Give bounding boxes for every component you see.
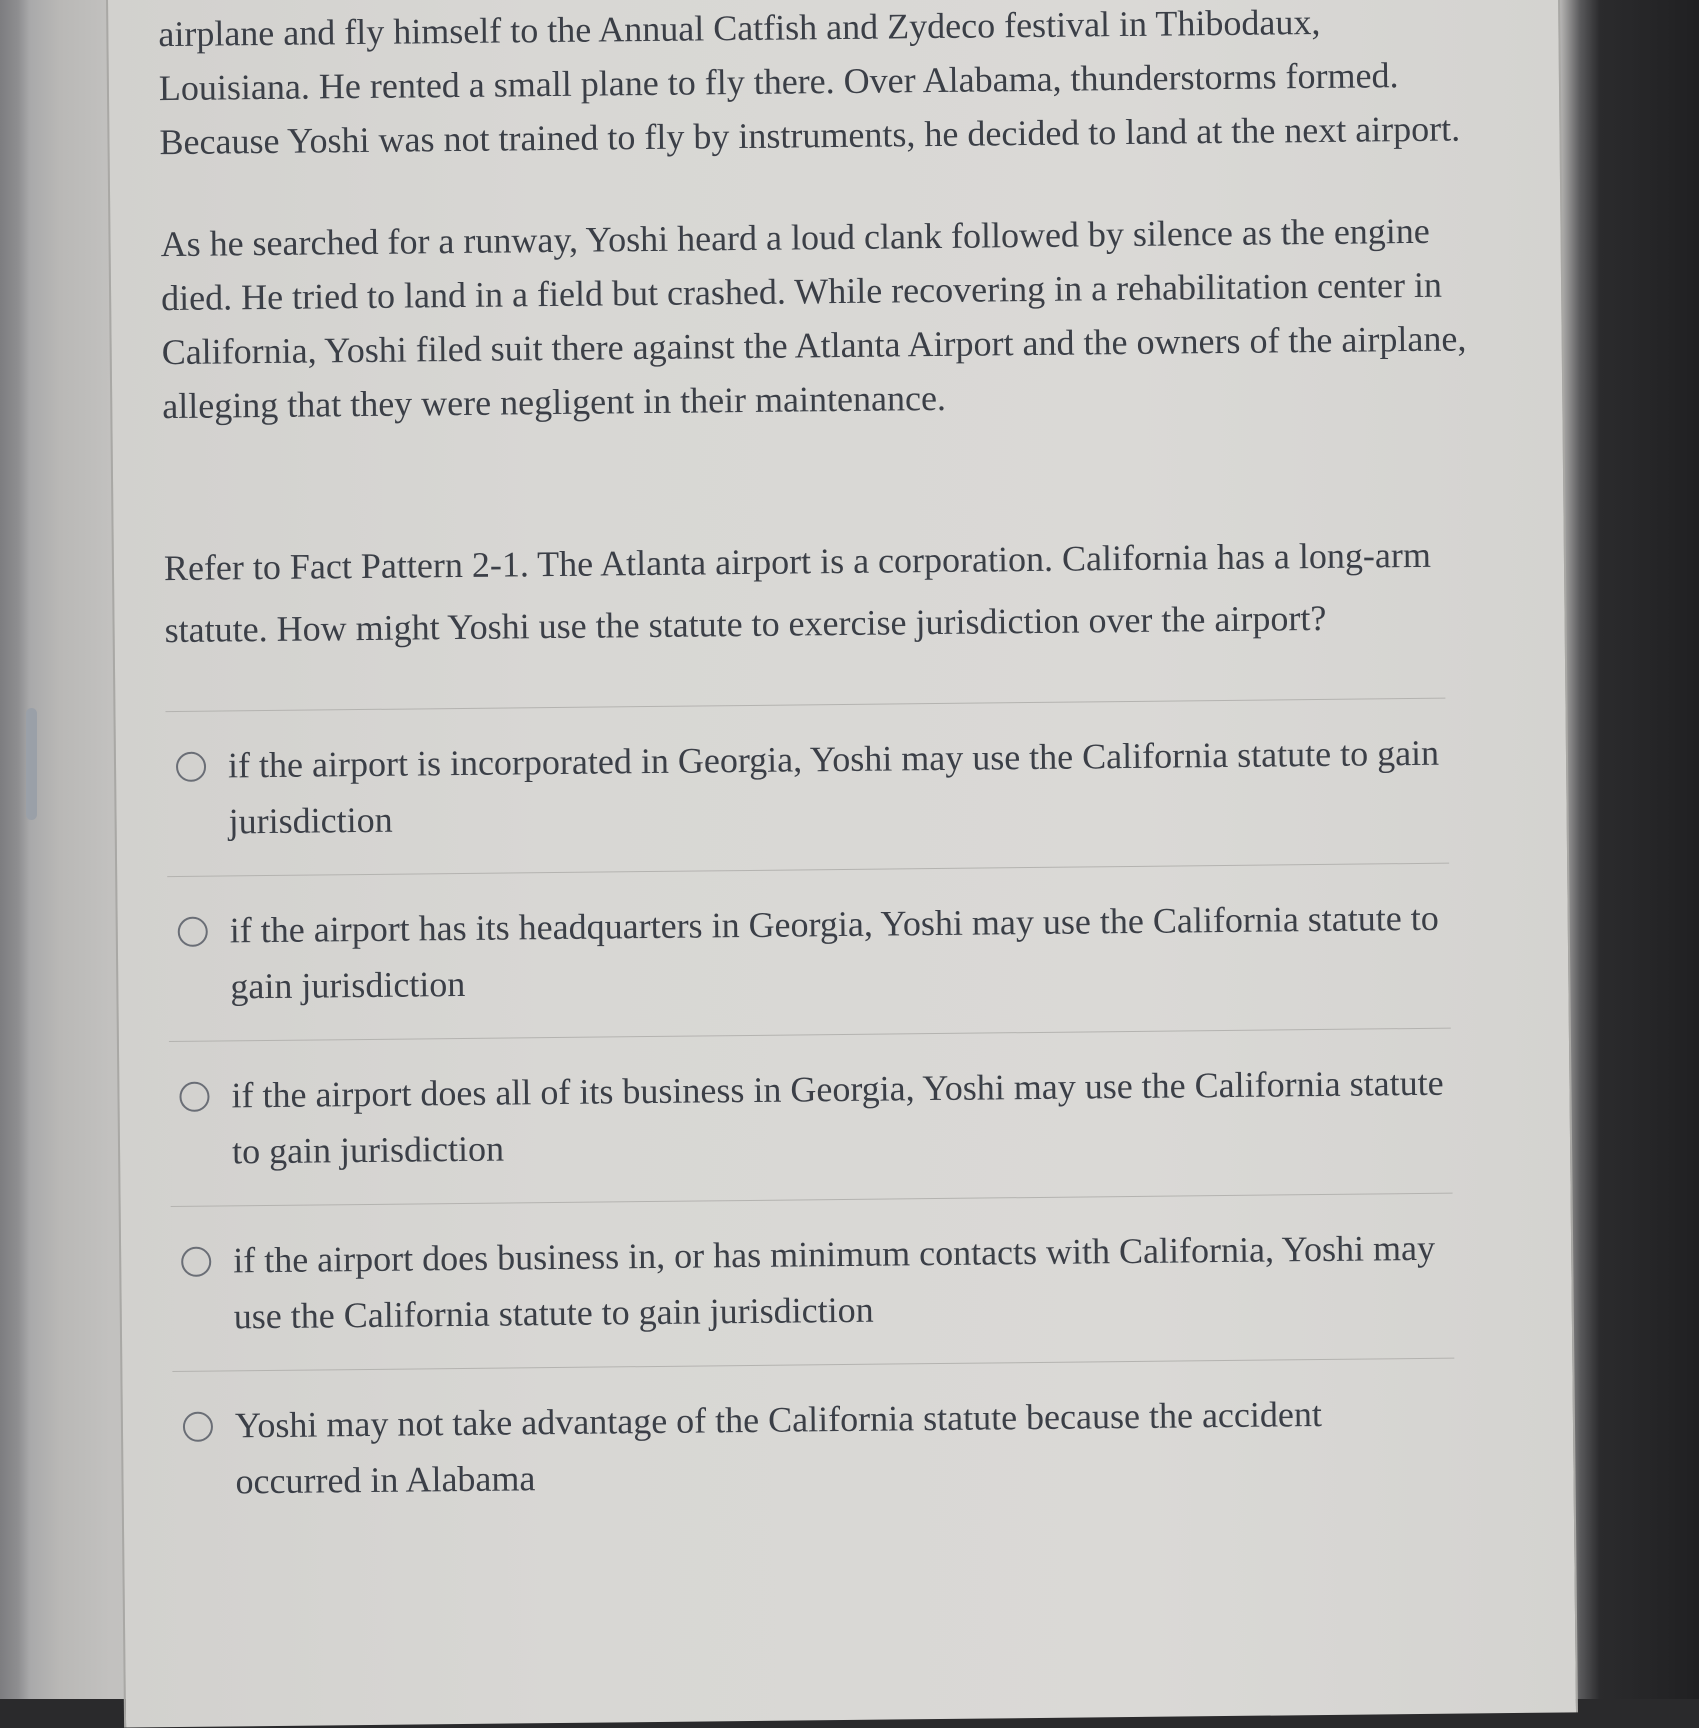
radio-button-icon[interactable] xyxy=(178,917,208,947)
answer-options xyxy=(165,698,1484,1536)
answer-option-4[interactable] xyxy=(171,1194,1455,1372)
question-content xyxy=(158,0,1484,1536)
passage-paragraph-2: As he searched for a runway, Yoshi heard a loud clank followed by silence as the engine died. He tried to land in a field but crashed. While recovering in a rehabilitation center in California, Yoshi filed suit there against the Atlanta Airport and the owners of the airplane, alleging that they were negligent in their maintenance. xyxy=(160,210,1467,427)
radio-button-icon[interactable] xyxy=(181,1247,211,1277)
answer-option-label: if the airport is incorporated in Georgia, Yoshi may use the California statute to gain jurisdiction xyxy=(227,732,1440,842)
radio-button-icon[interactable] xyxy=(183,1412,213,1442)
radio-button-icon[interactable] xyxy=(176,752,206,782)
answer-option-label: if the airport does all of its business in Georgia, Yoshi may use the California statute to gain jurisdiction xyxy=(231,1062,1444,1172)
answer-option-1[interactable] xyxy=(165,699,1449,877)
radio-button-icon[interactable] xyxy=(179,1082,209,1112)
answer-option-2[interactable] xyxy=(167,864,1451,1042)
answer-option-label: if the airport does business in, or has minimum contacts with California, Yoshi may use the California statute to gain jurisdiction xyxy=(233,1227,1436,1337)
answer-option-3[interactable] xyxy=(169,1029,1453,1207)
scrollbar-thumb[interactable] xyxy=(26,708,37,820)
question-text: Refer to Fact Pattern 2-1. The Atlanta airport is a corporation. California has a long-arm statute. How might Yoshi use the statute to exercise jurisdiction over the airport? xyxy=(163,534,1432,651)
question-card xyxy=(106,0,1578,1728)
answer-option-5[interactable] xyxy=(172,1359,1456,1536)
answer-option-label: Yoshi may not take advantage of the California statute because the accident occurred in Alabama xyxy=(234,1394,1323,1502)
passage-paragraph-1: airplane and fly himself to the Annual Catfish and Zydeco festival in Thibodaux, Louisiana. He rented a small plane to fly there. Over Alabama, thunderstorms formed. Because Yoshi was not trained to fly by instruments, he decided to land at the next airport. xyxy=(158,1,1461,163)
answer-option-label: if the airport has its headquarters in Georgia, Yoshi may use the California statute to gain jurisdiction xyxy=(229,897,1439,1007)
